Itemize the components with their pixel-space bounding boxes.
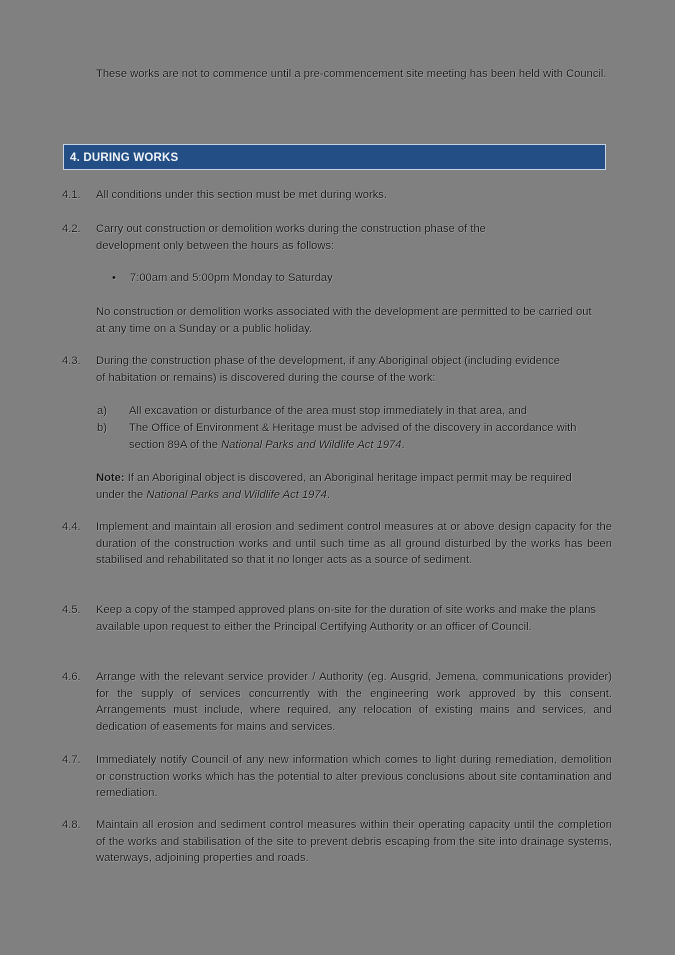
condition-text: Keep a copy of the stamped approved plans on-site for the duration of site works and make the plans available upon request to either the Principal Certifying Authority or an officer of Council. [96,604,597,633]
condition-text: Maintain all erosion and sediment control measures within their operating capacity until the completion of the works and stabilisation of the site to prevent debris escaping from the site into drainage systems, waterways, adjoining properties and roads. [96,819,612,864]
act-name: National Parks and Wildlife Act 1974 [146,488,327,501]
section-header [63,144,606,170]
condition-text: Implement and maintain all erosion and sediment control measures at or above design capacity for the duration of the construction works and until such time as all ground disturbed by the works has been stabilised and rehabilitated so that it no longer acts as a source of sediment. [96,521,612,566]
condition-number: 4.2. [62,223,81,235]
note-paragraph: Note: If an Aboriginal object is discovered, an Aboriginal heritage impact permit may be required under the National Parks and Wildlife Act 1974. [96,472,572,501]
condition-text: During the construction phase of the development, if any Aboriginal object (including evidence of habitation or remains) is discovered during the course of the work: [96,355,560,384]
condition-text: Immediately notify Council of any new information which comes to light during remediation, demolition or construction works which has the potential to alter previous conclusions about site contamination and remediation. [96,754,612,799]
sub-item-label: a) [97,405,107,417]
no-works-paragraph: No construction or demolition works associated with the development are permitted to be carried out at any time on a Sunday or a public holiday. [96,306,592,335]
sub-item-text: The Office of Environment & Heritage must be advised of the discovery in accordance with section 89A of the National Parks and Wildlife Act 1974. [129,422,577,451]
condition-number: 4.8. [62,819,81,831]
sub-item-text: All excavation or disturbance of the area must stop immediately in that area, and [129,405,527,417]
condition-number: 4.7. [62,754,81,766]
sub-item-b-text: The Office of Environment & Heritage must be advised of the discovery in accordance with section 89A of the [129,422,577,451]
condition-number: 4.3. [62,355,81,367]
condition-text: Arrange with the relevant service provider / Authority (eg. Ausgrid, Jemena, communications provider) for the supply of services concurrently with the engineering work approved by this consent. Arrangements must include, where required, any relocation of existing mains and services, and dedication of easements for mains and services. [96,671,612,733]
section-title: 4. DURING WORKS [70,152,179,164]
note-text: If an Aboriginal object is discovered, an Aboriginal heritage impact permit may be required under the [96,472,572,501]
condition-number: 4.6. [62,671,81,683]
condition-number: 4.1. [62,189,81,201]
condition-text: All conditions under this section must be met during works. [96,189,388,201]
hours-bullet-text: 7:00am and 5:00pm Monday to Saturday [130,272,333,284]
note-label: Note: [96,472,125,484]
intro-paragraph: These works are not to commence until a pre-commencement site meeting has been held with Council. [96,68,607,80]
condition-number: 4.5. [62,604,81,616]
bullet-icon: • [112,272,116,284]
sub-item-label: b) [97,422,107,434]
condition-number: 4.4. [62,521,81,533]
condition-text: Carry out construction or demolition works during the construction phase of the development only between the hours as follows: [96,223,486,252]
act-name: National Parks and Wildlife Act 1974 [221,438,402,451]
